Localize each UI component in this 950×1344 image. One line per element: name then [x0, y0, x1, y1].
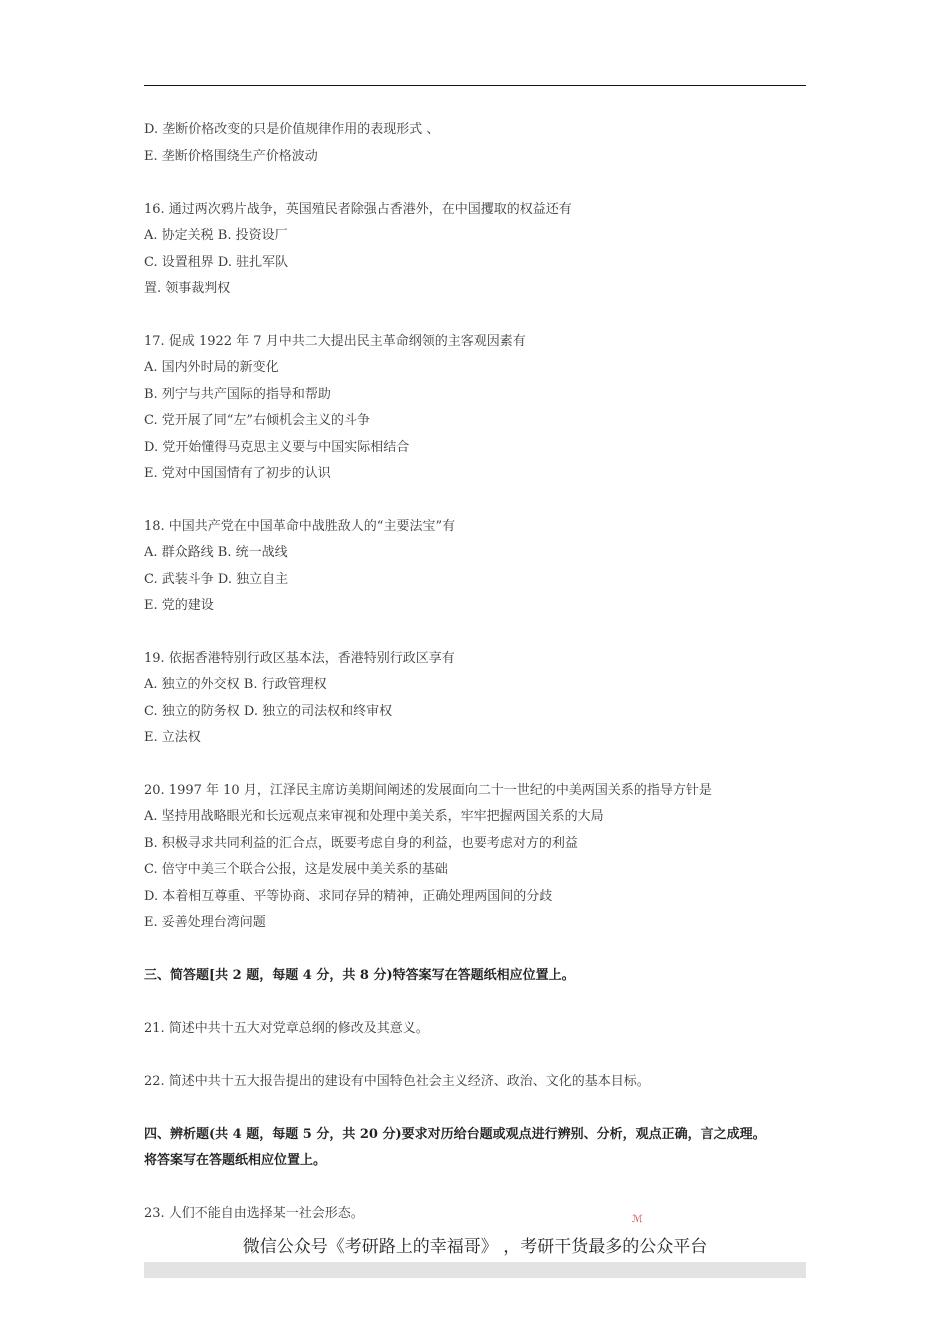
text-line: 23. 人们不能自由选择某一社会形态。 — [144, 1206, 364, 1221]
footer-bar — [144, 1262, 806, 1278]
text-line: C. 设置租界 D. 驻扎军队 — [144, 255, 289, 270]
section-heading: 四、辨析题(共 4 题，每题 5 分，共 20 分)要求对历给台题或观点进行辨别、分析，观点正确，言之成理。 — [144, 1127, 766, 1142]
section-heading: 将答案写在答题纸相应位置上。 — [144, 1153, 327, 1168]
text-line: A. 坚持用战略眼光和长远观点来审视和处理中美关系，牢牢把握两国关系的大局 — [144, 809, 604, 824]
text-line: C. 独立的防务权 D. 独立的司法权和终审权 — [144, 704, 393, 719]
text-line: A. 独立的外交权 B. 行政管理权 — [144, 677, 327, 692]
text-line: A. 协定关税 B. 投资设厂 — [144, 228, 288, 243]
text-line: B. 积极寻求共同利益的汇合点，既要考虑自身的利益，也要考虑对方的利益 — [144, 836, 578, 851]
text-line: E. 垄断价格围绕生产价格波动 — [144, 149, 318, 164]
text-line: C. 倍守中美三个联合公报，这是发展中美关系的基础 — [144, 862, 448, 877]
scribble-mark: ℳ — [632, 1214, 643, 1225]
text-line: 22. 简述中共十五大报告提出的建设有中国特色社会主义经济、政治、文化的基本目标。 — [144, 1074, 650, 1089]
text-line: D. 党开始懂得马克思主义要与中国实际相结合 — [144, 440, 410, 455]
text-line: E. 立法权 — [144, 730, 201, 745]
section-heading: 三、简答题[共 2 题，每题 4 分，共 8 分)特答案写在答题纸相应位置上。 — [144, 968, 575, 983]
text-line: A. 国内外时局的新变化 — [144, 360, 279, 375]
text-line: 18. 中国共产党在中国革命中战胜敌人的“主要法宝”有 — [144, 519, 456, 534]
text-line: 21. 简述中共十五大对党章总纲的修改及其意义。 — [144, 1021, 429, 1036]
text-line: 20. 1997 年 10 月，江泽民主席访美期间阐述的发展面向二十一世纪的中美两国关系的指导方针是 — [144, 783, 712, 798]
text-line: C. 武装斗争 D. 独立自主 — [144, 572, 289, 587]
text-line: D. 垄断价格改变的只是价值规律作用的表现形式 、 — [144, 122, 440, 137]
text-line: E. 党的建设 — [144, 598, 214, 613]
text-line: A. 群众路线 B. 统一战线 — [144, 545, 288, 560]
text-line: 19. 依据香港特别行政区基本法，香港特别行政区享有 — [144, 651, 455, 666]
text-line: 16. 通过两次鸦片战争，英国殖民者除强占香港外，在中国攫取的权益还有 — [144, 202, 572, 217]
text-line: 17. 促成 1922 年 7 月中共二大提出民主革命纲领的主客观因素有 — [144, 334, 526, 349]
text-line: 置. 领事裁判权 — [144, 281, 231, 296]
text-line: E. 党对中国国情有了初步的认识 — [144, 466, 331, 481]
header-rule — [144, 85, 806, 86]
text-line: D. 本着相互尊重、平等协商、求同存异的精神，正确处理两国间的分歧 — [144, 889, 553, 904]
text-line: B. 列宁与共产国际的指导和帮助 — [144, 387, 331, 402]
text-line: C. 党开展了同“左”右倾机会主义的斗争 — [144, 413, 371, 428]
footer-watermark-text: 微信公众号《考研路上的幸福哥》 ，考研干货最多的公众平台 — [242, 1237, 708, 1257]
text-line: E. 妥善处理台湾问题 — [144, 915, 266, 930]
